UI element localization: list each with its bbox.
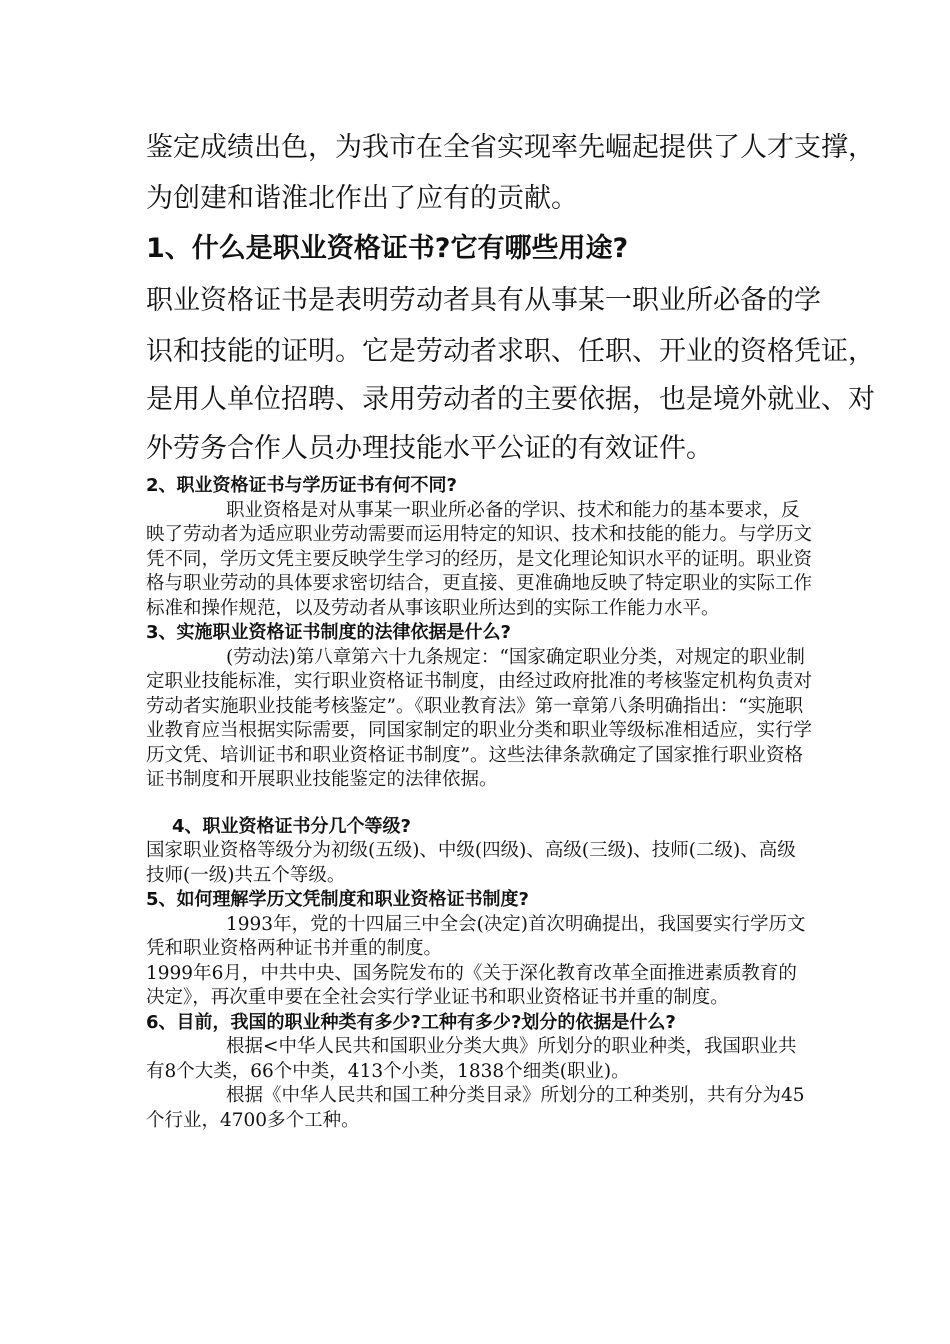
q3-heading: 3、实施职业资格证书制度的法律依据是什么? xyxy=(146,622,511,643)
q6-body-2: 根据《中华人民共和国工种分类目录》所划分的工种类别，共有分为45个行业，4700多个工种。 xyxy=(146,1085,805,1131)
q5-body-2: 1999年6月，中共中央、国务院发布的《关于深化教育改革全面推进素质教育的决定》，再次重申要在全社会实行学业证书和职业资格证书并重的制度。 xyxy=(146,962,797,1008)
intro-line-2: 为创建和谐淮北作出了应有的贡献。 xyxy=(146,183,578,214)
q5-heading: 5、如何理解学历文凭制度和职业资格证书制度? xyxy=(146,889,529,910)
q2-heading: 2、职业资格证书与学历证书有何不同? xyxy=(146,475,457,496)
q1-line-1: 职业资格证书是表明劳动者具有从事某一职业所必备的学 xyxy=(146,285,821,316)
q1-line-2: 识和技能的证明。它是劳动者求职、任职、开业的资格凭证， xyxy=(146,336,875,367)
intro-line-1: 鉴定成绩出色，为我市在全省实现率先崛起提供了人才支撑， xyxy=(146,132,875,163)
q4-body: 国家职业资格等级分为初级(五级)、中级(四级)、高级(三级)、技师(二级)、高级技师(一级)共五个等级。 xyxy=(146,840,796,886)
q1-line-3: 是用人单位招聘、录用劳动者的主要依据，也是境外就业、对 xyxy=(146,384,875,415)
q3-body: (劳动法)第八章第六十九条规定：“国家确定职业分类，对规定的职业制定职业技能标准，实行职业资格证书制度，由经过政府批准的考核鉴定机构负责对劳动者实施职业技能考核鉴定”。《职业教育法》第一章第八条明确指出：“实施职业教育应当根据实际需要，同国家制定的职业分类和职业等级标准相适应，实行学历文凭、培训证书和职业资格证书制度”。这些法律条款确定了国家推行职业资格证书制度和开展职业技能鉴定的法律依据。 xyxy=(146,646,813,790)
q5-body-1: 1993年，党的十四届三中全会(决定)首次明确提出，我国要实行学历文凭和职业资格两种证书并重的制度。 xyxy=(146,913,806,959)
blank-line xyxy=(146,793,814,815)
q4-heading: 4、职业资格证书分几个等级? xyxy=(172,815,411,837)
q2-body: 职业资格是对从事某一职业所必备的学识、技术和能力的基本要求，反映了劳动者为适应职业劳动需要而运用特定的知识、技术和技能的能力。与学历文凭不同，学历文凭主要反映学生学习的经历，是文化理论知识水平的证明。职业资格与职业劳动的具体要求密切结合，更直接、更准确地反映了特定职业的实际工作标准和操作规范，以及劳动者从事该职业所达到的实际工作能力水平。 xyxy=(146,499,813,619)
q1-line-4: 外劳务合作人员办理技能水平公证的有效证件。 xyxy=(146,433,713,464)
q6-heading: 6、目前，我国的职业种类有多少?工种有多少?划分的依据是什么? xyxy=(146,1011,676,1033)
q6-body-1: 根据<中华人民共和国职业分类大典》所划分的职业种类，我国职业共有8个大类，66个中类，413个小类，1838个细类(职业)。 xyxy=(146,1036,797,1082)
qa-section xyxy=(146,474,814,1133)
q1-heading: 1、什么是职业资格证书?它有哪些用途? xyxy=(146,233,629,264)
